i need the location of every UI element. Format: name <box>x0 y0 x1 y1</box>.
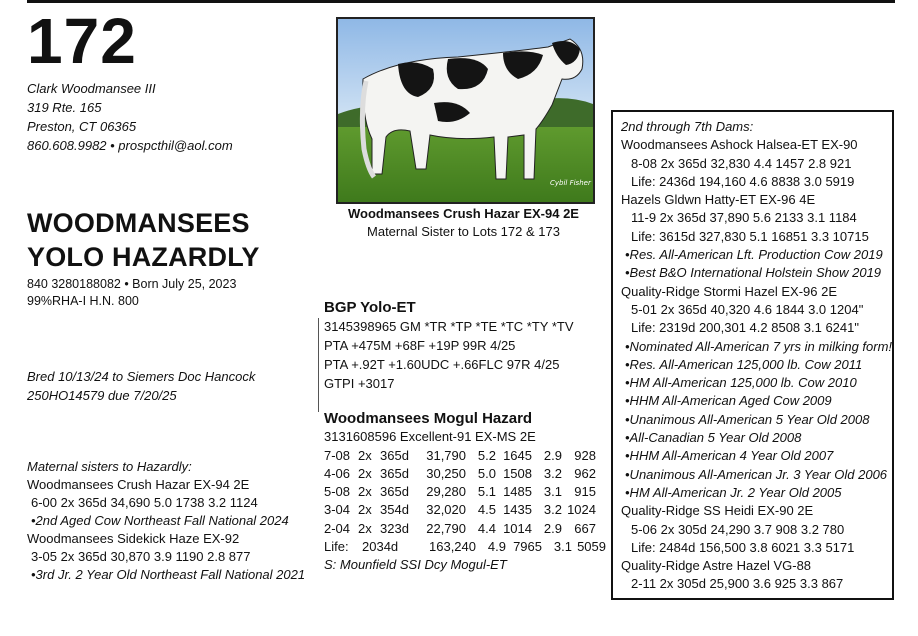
consignor-contact: 860.608.9982 • prospcthil@aol.com <box>27 138 233 153</box>
dam-record-line: 11-9 2x 365d 37,890 5.6 2133 3.1 1184 <box>631 210 857 226</box>
dam-award-line: •Res. All-American Lft. Production Cow 2019 <box>625 247 883 263</box>
dam-award-line: •HHM All-American Aged Cow 2009 <box>625 393 832 409</box>
dam-life-cell: 7965 <box>513 539 542 555</box>
dam-record-line: 5-06 2x 305d 24,290 3.7 908 3.2 780 <box>631 521 845 537</box>
animal-name-line2: YOLO HAZARDLY <box>27 242 260 272</box>
dam-name-line: Hazels Gldwn Hatty-ET EX-96 4E <box>621 192 816 208</box>
dam-sire-note: S: Mounfield SSI Dcy Mogul-ET <box>324 557 507 573</box>
dam-record-line: Life: 2436d 194,160 4.6 8838 3.0 5919 <box>631 173 855 189</box>
top-rule <box>27 0 895 3</box>
dam-record-line: 5-01 2x 365d 40,320 4.6 1844 3.0 1204" <box>631 301 864 317</box>
dam-record-cell: 3.2 <box>543 502 562 518</box>
dam-name-line: Quality-Ridge Stormi Hazel EX-96 2E <box>621 283 838 299</box>
consignor-street: 319 Rte. 165 <box>27 100 102 115</box>
dam-record-cell: 1435 <box>503 502 532 518</box>
bred-line2: 250HO14579 due 7/20/25 <box>27 388 177 403</box>
dam-record-cell: 365d <box>380 447 409 463</box>
dams-box-heading: 2nd through 7th Dams: <box>621 119 754 134</box>
dam-award-line: •HHM All-American 4 Year Old 2007 <box>625 448 834 464</box>
dam-life-cell: 163,240 <box>429 539 476 555</box>
dam-award-line: •Nominated All-American 7 yrs in milking form! <box>625 338 893 354</box>
dam-record-row <box>324 465 606 483</box>
dam-record-line: 8-08 2x 365d 32,830 4.4 1457 2.8 921 <box>631 155 852 171</box>
dam-record-cell: 3.1 <box>543 484 562 500</box>
dam-record-cell: 323d <box>380 520 409 536</box>
dam-record-cell: 2x <box>358 484 372 500</box>
dam-record-cell: 22,790 <box>426 520 466 536</box>
consignor-block <box>27 79 233 155</box>
sire-name: BGP Yolo-ET <box>324 299 416 316</box>
dam-record-cell: 2x <box>358 465 372 481</box>
dam-name-line: Quality-Ridge Astre Hazel VG-88 <box>621 558 812 574</box>
dam-record-cell: 5-08 <box>324 484 351 500</box>
dam-record-cell: 2.9 <box>543 520 562 536</box>
dam-life-row <box>324 538 606 556</box>
dam-record-cell: 3-04 <box>324 502 351 518</box>
sire-line4: GTPI +3017 <box>324 376 395 391</box>
dam-record-cell: 365d <box>380 465 409 481</box>
dam-life-cell: 3.1 <box>553 539 572 555</box>
dam-record-cell: 915 <box>574 484 596 500</box>
animal-rha-line: 99%RHA-I H.N. 800 <box>27 294 139 308</box>
dam-record-cell: 5.1 <box>477 484 496 500</box>
dam-record-cell: 31,790 <box>426 447 466 463</box>
animal-identification <box>27 276 236 310</box>
sister2-award: •3rd Jr. 2 Year Old Northeast Fall National 2021 <box>31 567 306 582</box>
breeding-info <box>27 367 255 405</box>
photo-caption <box>336 205 591 241</box>
maternal-sisters-heading: Maternal sisters to Hazardly: <box>27 459 192 474</box>
dam-record-cell: 29,280 <box>426 484 466 500</box>
photo-caption-title: Woodmansees Crush Hazar EX-94 2E <box>348 206 579 221</box>
dam-record-line: Life: 3615d 327,830 5.1 16851 3.3 10715 <box>631 228 869 244</box>
dam-life-cell: 5059 <box>577 539 606 555</box>
dam-block <box>324 410 606 575</box>
dam-record-cell: 5.2 <box>477 447 496 463</box>
dam-record-cell: 30,250 <box>426 465 466 481</box>
sire-divider <box>318 318 319 412</box>
photo-watermark: Cybil Fisher <box>550 179 591 187</box>
dam-record-cell: 2x <box>358 502 372 518</box>
dam-record-line: Life: 2319d 200,301 4.2 8508 3.1 6241" <box>631 320 859 336</box>
dam-record-cell: 4.5 <box>477 502 496 518</box>
dam-record-cell: 2x <box>358 520 372 536</box>
dam-name-line: Quality-Ridge SS Heidi EX-90 2E <box>621 503 814 519</box>
dam-record-cell: 365d <box>380 484 409 500</box>
dam-record-cell: 1024 <box>567 502 596 518</box>
sister1-award: •2nd Aged Cow Northeast Fall National 2024 <box>31 513 289 528</box>
dam-record-cell: 2x <box>358 447 372 463</box>
dam-record-line: Life: 2484d 156,500 3.8 6021 3.3 5171 <box>631 539 855 555</box>
animal-id-line: 840 3280188082 • Born July 25, 2023 <box>27 277 237 291</box>
animal-name-line1: WOODMANSEES <box>27 208 250 238</box>
dam-record-row <box>324 501 606 519</box>
dam-life-cell: 2034d <box>362 539 399 555</box>
dam-record-cell: 5.0 <box>477 465 496 481</box>
consignor-city: Preston, CT 06365 <box>27 119 137 134</box>
sister2-name: Woodmansees Sidekick Haze EX-92 <box>27 531 240 546</box>
dam-award-line: •HM All-American 125,000 lb. Cow 2010 <box>625 375 857 391</box>
dam-record-line: 2-11 2x 305d 25,900 3.6 925 3.3 867 <box>631 576 844 592</box>
animal-name <box>27 206 260 274</box>
sister2-record: 3-05 2x 365d 30,870 3.9 1190 2.8 877 <box>31 549 251 564</box>
maternal-sisters <box>27 458 305 584</box>
dam-record-cell: 1645 <box>503 447 532 463</box>
dam-award-line: •HM All-American Jr. 2 Year Old 2005 <box>625 484 842 500</box>
dam-name: Woodmansees Mogul Hazard <box>324 410 533 427</box>
dam-record-cell: 928 <box>574 447 596 463</box>
dam-record-cell: 3.2 <box>543 465 562 481</box>
dam-record-cell: 1508 <box>503 465 532 481</box>
dam-record-row <box>324 520 606 538</box>
dam-name-line: Woodmansees Ashock Halsea-ET EX-90 <box>621 137 858 153</box>
dam-record-cell: 2-04 <box>324 520 351 536</box>
dam-record-cell: 1485 <box>503 484 532 500</box>
sire-line3: PTA +.92T +1.60UDC +.66FLC 97R 4/25 <box>324 357 560 372</box>
consignor-name: Clark Woodmansee III <box>27 81 156 96</box>
dam-record-row <box>324 483 606 501</box>
dam-life-cell: 4.9 <box>487 539 506 555</box>
dam-record-cell: 32,020 <box>426 502 466 518</box>
dam-record-cell: 7-08 <box>324 447 351 463</box>
sire-block <box>324 298 574 393</box>
dam-record-cell: 1014 <box>503 520 532 536</box>
dam-award-line: •Res. All-American 125,000 lb. Cow 2011 <box>625 356 863 372</box>
sire-line2: PTA +475M +68F +19P 99R 4/25 <box>324 338 516 353</box>
sister1-record: 6-00 2x 365d 34,690 5.0 1738 3.2 1124 <box>31 495 258 510</box>
dam-award-line: •Unanimous All-American 5 Year Old 2008 <box>625 411 870 427</box>
dam-record-cell: 667 <box>574 520 596 536</box>
dam-id-line: 3131608596 Excellent-91 EX-MS 2E <box>324 429 536 445</box>
sire-line1: 3145398965 GM *TR *TP *TE *TC *TY *TV <box>324 319 574 334</box>
dam-award-line: •All-Canadian 5 Year Old 2008 <box>625 430 802 446</box>
photo-caption-sub: Maternal Sister to Lots 172 & 173 <box>367 224 560 239</box>
dam-award-line: •Best B&O International Holstein Show 2019 <box>625 265 882 281</box>
dams-box <box>611 110 894 600</box>
dam-life-cell: Life: <box>324 539 349 555</box>
cow-photo-image <box>338 19 593 202</box>
bred-line1: Bred 10/13/24 to Siemers Doc Hancock <box>27 369 256 384</box>
dam-record-cell: 4-06 <box>324 465 351 481</box>
dam-record-cell: 2.9 <box>543 447 562 463</box>
lot-number: 172 <box>27 5 137 77</box>
dam-award-line: •Unanimous All-American Jr. 3 Year Old 2006 <box>625 466 888 482</box>
dams-box-lines <box>621 136 892 593</box>
cow-photo <box>336 17 595 204</box>
dam-record-cell: 4.4 <box>477 520 496 536</box>
dam-record-cell: 354d <box>380 502 409 518</box>
sister1-name: Woodmansees Crush Hazar EX-94 2E <box>27 477 250 492</box>
dam-records <box>324 447 606 557</box>
dam-record-cell: 962 <box>574 465 596 481</box>
dam-record-row <box>324 447 606 465</box>
